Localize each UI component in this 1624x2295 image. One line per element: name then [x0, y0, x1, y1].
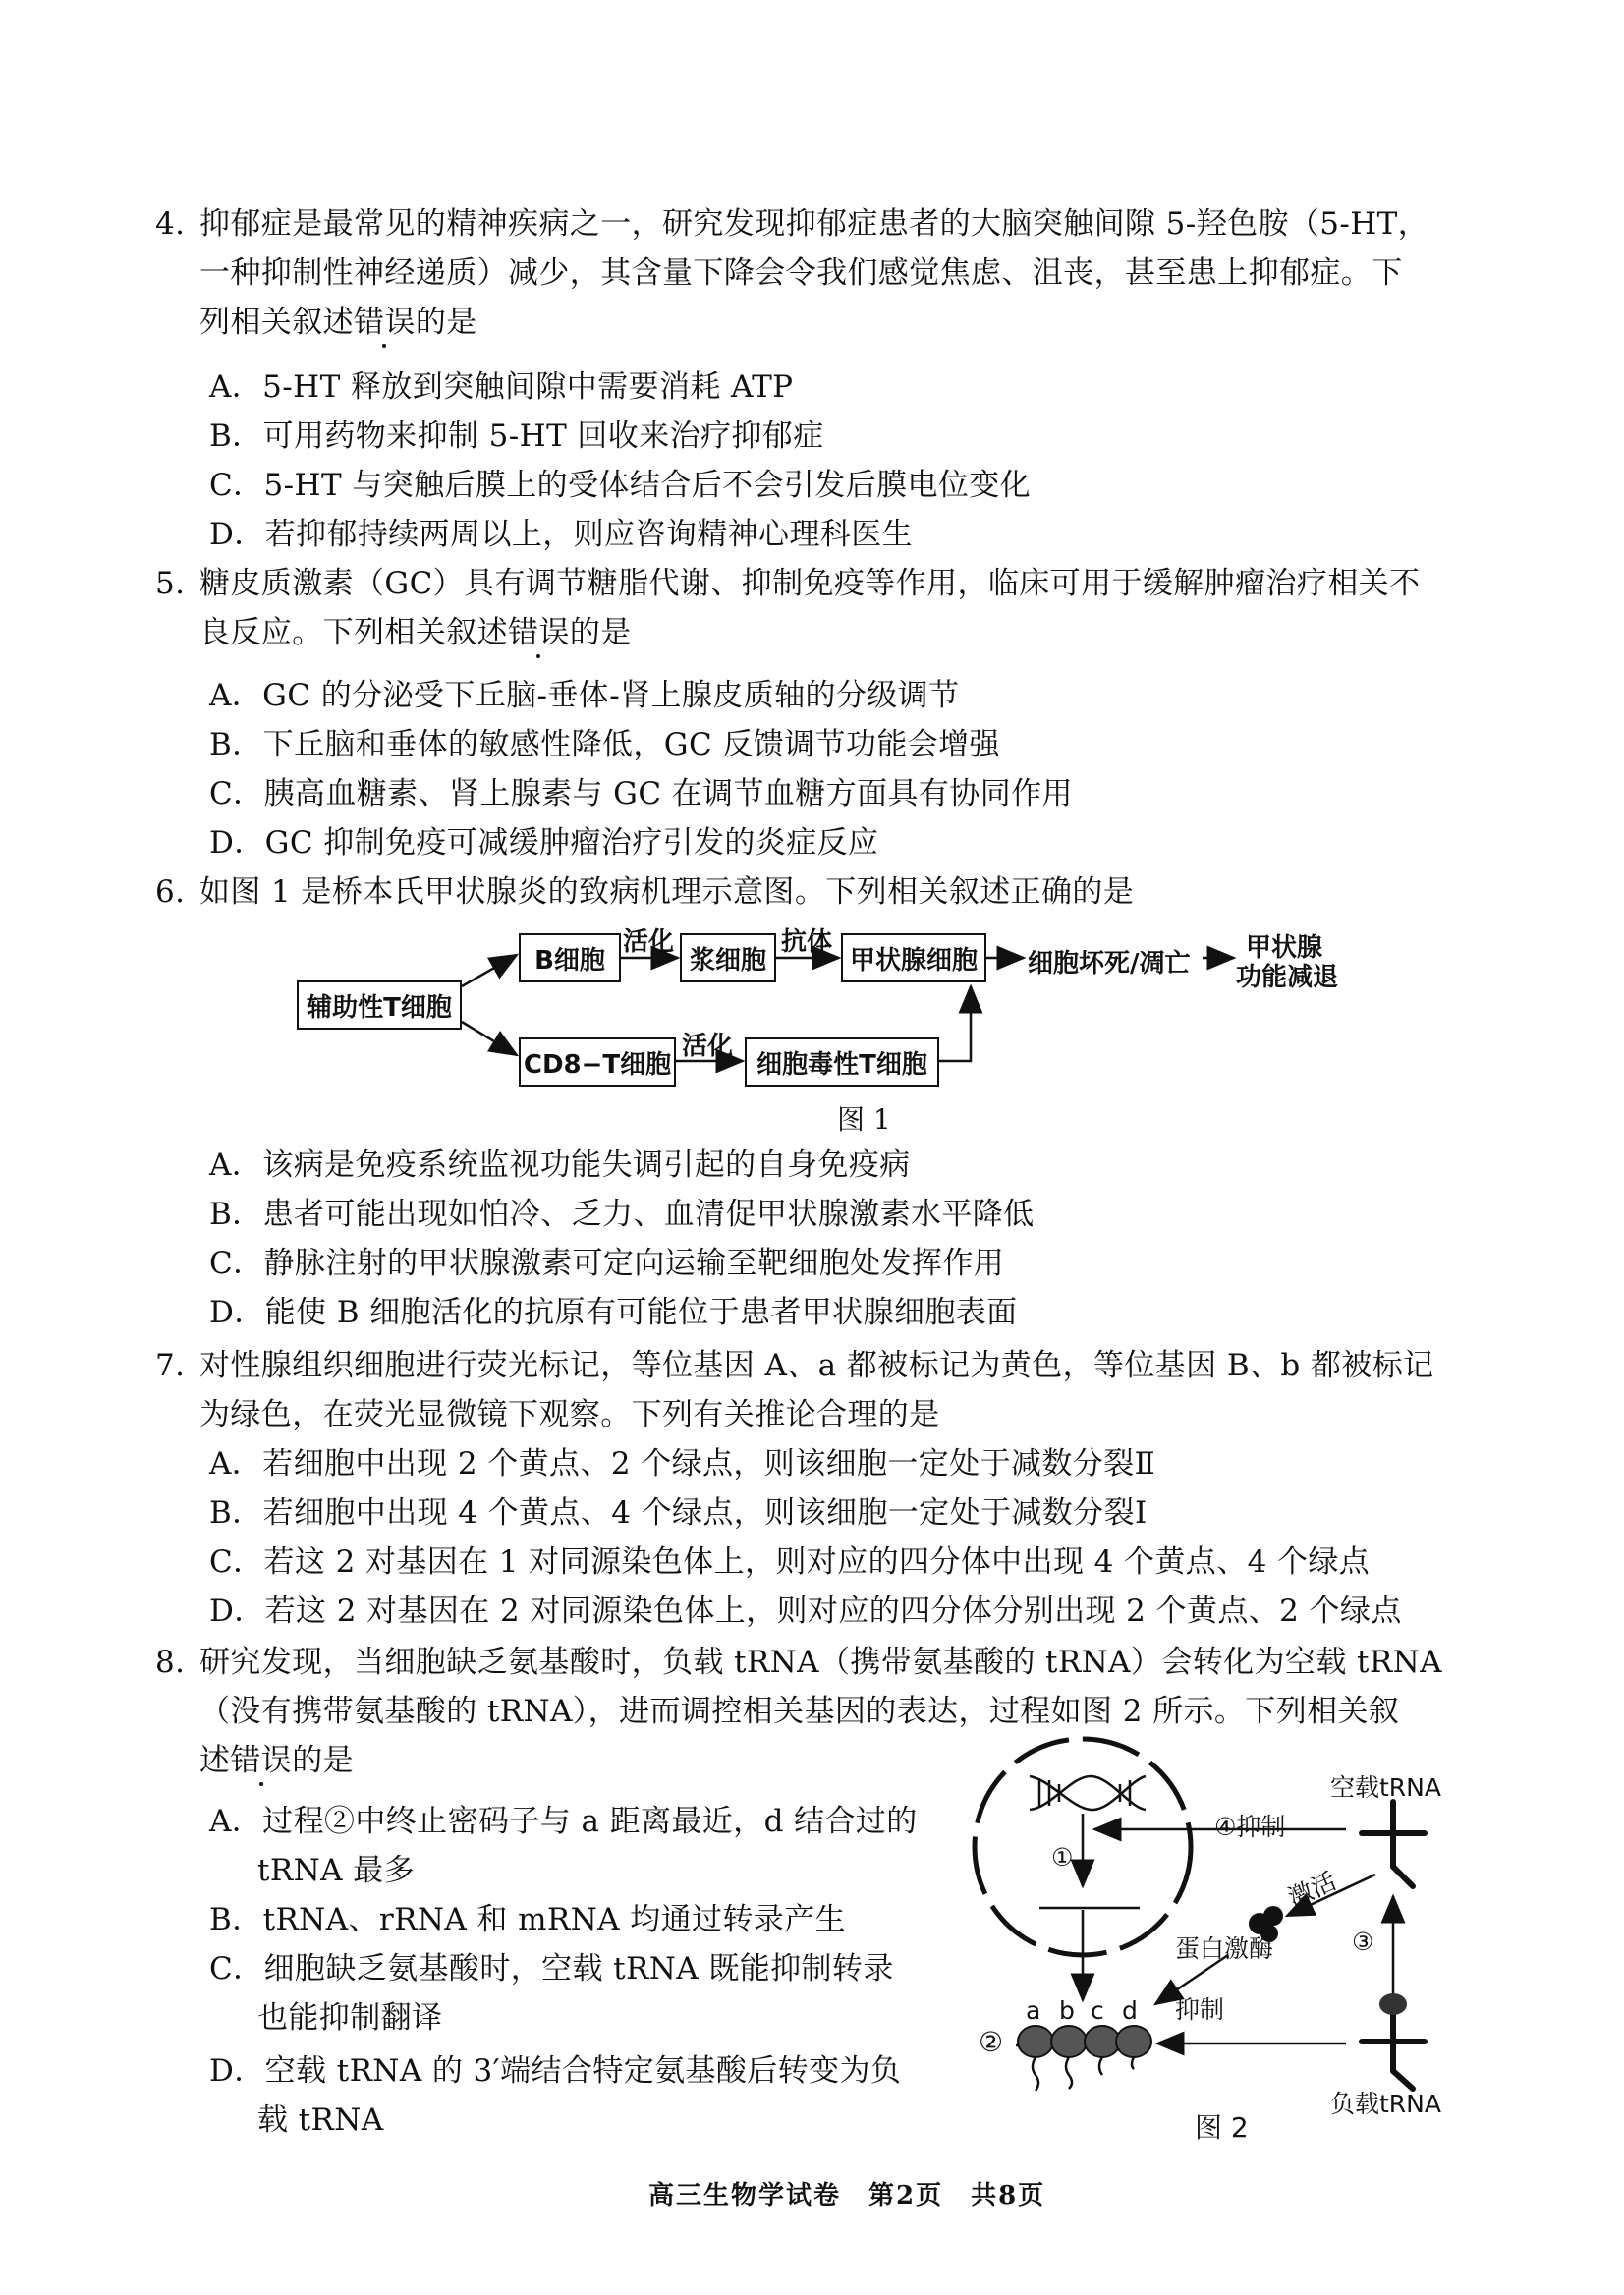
dna-helix: [1030, 1776, 1146, 1810]
page-footer: 高三生物学试卷 第2页 共8页: [648, 2181, 1046, 2211]
amino-acid-shape: [1379, 1993, 1407, 2015]
q6-stem-line1: 如图 1 是桥本氏甲状腺炎的致病机理示意图。下列相关叙述正确的是: [199, 874, 1135, 910]
figure-2-caption: 图 2: [1195, 2111, 1249, 2144]
q7-number: 7.: [155, 1348, 186, 1383]
label-ribosome-c: c: [1091, 1996, 1104, 2025]
loaded-trna-shape: [1362, 2014, 1425, 2089]
q7-option-d: D．若这 2 对基因在 2 对同源染色体上，则对应的四分体分别出现 2 个黄点、2 个绿点: [209, 1594, 1402, 1629]
q4-option-c: C．5-HT 与突触后膜上的受体结合后不会引发后膜电位变化: [209, 468, 1032, 503]
label-step-1: ①: [1051, 1843, 1074, 1872]
label-activate-2: 活化: [682, 1032, 734, 1061]
q7-option-a: A．若细胞中出现 2 个黄点、2 个绿点，则该细胞一定处于减数分裂Ⅱ: [209, 1446, 1156, 1482]
q5-option-d: D．GC 抑制免疫可减缓肿瘤治疗引发的炎症反应: [209, 825, 879, 861]
node-function-decline: 功能减退: [1236, 963, 1339, 992]
q8-emphasis-wrong: 错误: [230, 1743, 293, 1778]
node-cd8-t-cell: CD8−T细胞: [519, 1037, 676, 1087]
q6-option-a: A．该病是免疫系统监视功能失调引起的自身免疫病: [209, 1148, 911, 1183]
q4-option-d: D．若抑郁持续两周以上，则应咨询精神心理科医生: [209, 517, 914, 552]
label-ribosome-b: b: [1059, 1996, 1075, 2025]
q5-option-b: B．下丘脑和垂体的敏感性降低，GC 反馈调节功能会增强: [209, 727, 1000, 762]
node-cytotoxic-t-cell: 细胞毒性T细胞: [745, 1037, 939, 1087]
label-inhibit-4: ④抑制: [1214, 1813, 1286, 1841]
q7-option-c: C．若这 2 对基因在 1 对同源染色体上，则对应的四分体中出现 4 个黄点、4 个绿点: [209, 1544, 1371, 1580]
q7-stem-line1: 对性腺组织细胞进行荧光标记，等位基因 A、a 都被标记为黄色，等位基因 B、b 都被标记: [199, 1348, 1434, 1383]
node-plasma-cell: 浆细胞: [680, 933, 776, 982]
label-empty-trna: 空载tRNA: [1330, 1773, 1441, 1802]
q5-number: 5.: [155, 566, 186, 601]
q8-option-b: B．tRNA、rRNA 和 mRNA 均通过转录产生: [209, 1902, 846, 1937]
q5-option-a: A．GC 的分泌受下丘脑-垂体-肾上腺皮质轴的分级调节: [209, 678, 960, 713]
q7-option-b: B．若细胞中出现 4 个黄点、4 个绿点，则该细胞一定处于减数分裂Ⅰ: [209, 1495, 1148, 1531]
q5-stem-line2-pre: 良反应。下列相关叙述: [199, 615, 508, 650]
q8-stem-line3-pre: 述: [199, 1743, 231, 1778]
q6-option-c: C．静脉注射的甲状腺激素可定向运输至靶细胞处发挥作用: [209, 1246, 1005, 1281]
node-helper-t-cell: 辅助性T细胞: [297, 980, 462, 1030]
q8-option-d-line2: 载 tRNA: [257, 2102, 384, 2138]
q8-option-a-line2: tRNA 最多: [257, 1853, 415, 1888]
q5-stem-line1: 糖皮质激素（GC）具有调节糖脂代谢、抑制免疫等作用，临床可用于缓解肿瘤治疗相关不: [199, 566, 1421, 601]
q7-stem-line2: 为绿色，在荧光显微镜下观察。下列有关推论合理的是: [199, 1397, 940, 1432]
node-thyroid-label: 甲状腺: [1246, 933, 1323, 963]
q6-option-d: D．能使 B 细胞活化的抗原有可能位于患者甲状腺细胞表面: [209, 1295, 1018, 1330]
q8-stem-line1: 研究发现，当细胞缺乏氨基酸时，负载 tRNA（携带氨基酸的 tRNA）会转化为空载 tRNA: [199, 1645, 1442, 1680]
empty-trna-shape: [1362, 1802, 1425, 1886]
label-step-2: ②: [979, 2026, 1004, 2058]
q4-stem-line2: 一种抑制性神经递质）减少，其含量下降会令我们感觉焦虑、沮丧，甚至患上抑郁症。下: [199, 255, 1403, 291]
q8-option-c-line1: C．细胞缺乏氨基酸时，空载 tRNA 既能抑制转录: [209, 1951, 894, 1987]
q4-option-b: B．可用药物来抑制 5-HT 回收来治疗抑郁症: [209, 419, 824, 454]
q6-number: 6.: [155, 874, 186, 910]
q8-number: 8.: [155, 1645, 186, 1680]
label-activate-1: 活化: [623, 927, 675, 957]
q4-option-a: A．5-HT 释放到突触间隙中需要消耗 ATP: [209, 369, 794, 405]
q6-option-b: B．患者可能出现如怕冷、乏力、血清促甲状腺激素水平降低: [209, 1197, 1035, 1232]
node-b-cell: B细胞: [519, 933, 621, 982]
label-ribosome-a: a: [1026, 1996, 1041, 2025]
q8-stem-line3-post: 的是: [292, 1743, 355, 1778]
label-step-3: ③: [1352, 1928, 1374, 1956]
q4-stem-line1: 抑郁症是最常见的精神疾病之一，研究发现抑郁症患者的大脑突触间隙 5-羟色胺（5-HT，: [199, 206, 1429, 242]
label-inhibit: 抑制: [1175, 1995, 1225, 2024]
q5-emphasis-wrong: 错误: [508, 615, 570, 650]
q8-stem-line2: （没有携带氨基酸的 tRNA），进而调控相关基因的表达，过程如图 2 所示。下列相关叙: [199, 1694, 1400, 1729]
ribosome-chain: [1018, 2026, 1151, 2057]
q8-option-a-line1: A．过程②中终止密码子与 a 距离最近，d 结合过的: [209, 1804, 918, 1839]
q4-emphasis-wrong: 错误: [354, 305, 416, 340]
label-protein-kinase: 蛋白激酶: [1175, 1934, 1274, 1963]
q4-stem-line3-post: 的是: [415, 305, 477, 340]
node-thyroid-cell: 甲状腺细胞: [841, 933, 986, 982]
label-activate: 激活: [1283, 1866, 1341, 1913]
node-cell-death: 细胞坏死/凋亡: [1028, 949, 1191, 979]
q8-option-d-line1: D．空载 tRNA 的 3′端结合特定氨基酸后转变为负: [209, 2053, 902, 2089]
q4-number: 4.: [155, 206, 186, 242]
q4-stem-line3-pre: 列相关叙述: [199, 305, 354, 340]
label-ribosome-d: d: [1122, 1996, 1138, 2025]
q8-option-c-line2: 也能抑制翻译: [257, 2000, 443, 2036]
label-antibody: 抗体: [781, 927, 833, 957]
figure-1-caption: 图 1: [837, 1103, 891, 1136]
label-loaded-trna: 负载tRNA: [1330, 2090, 1441, 2118]
q5-option-c: C．胰高血糖素、肾上腺素与 GC 在调节血糖方面具有协同作用: [209, 776, 1073, 812]
q5-stem-line2-post: 的是: [569, 615, 632, 650]
